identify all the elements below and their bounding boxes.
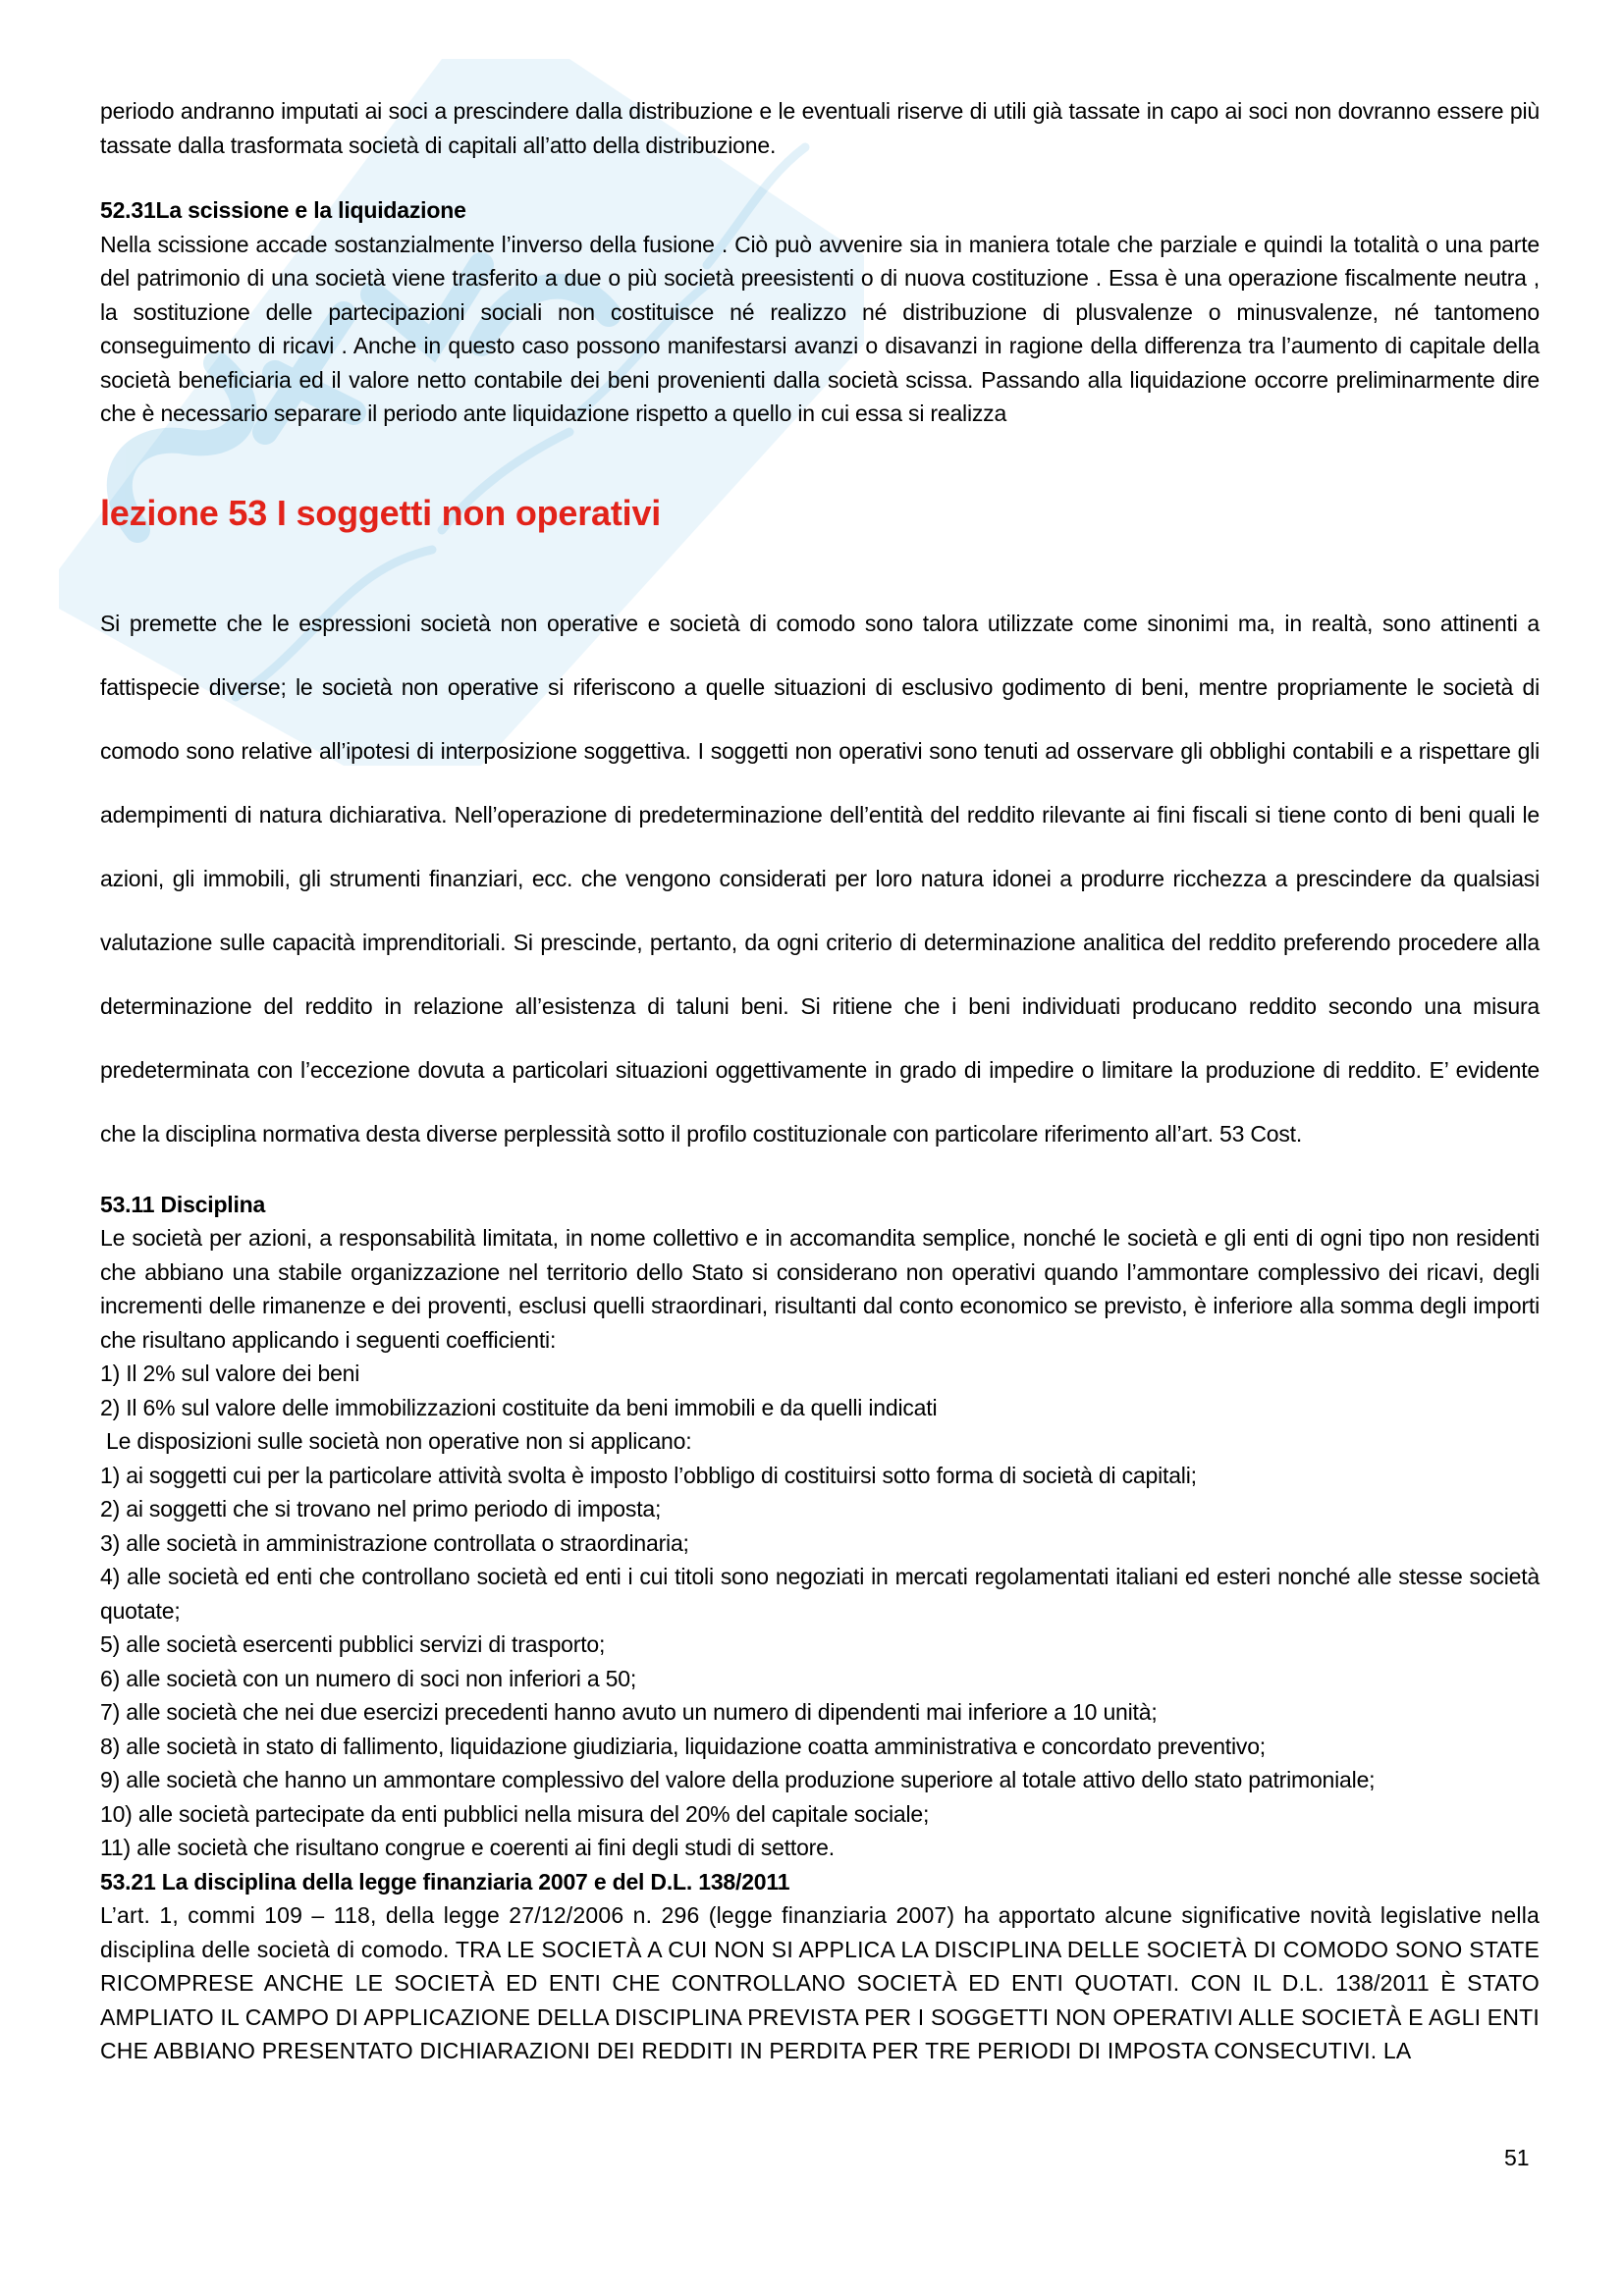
section-paragraph-53-11: Le società per azioni, a responsabilità limitata, in nome collettivo e in accomandita semplice, nonché le società e gli enti di ogni tipo non residenti che abbiano una stabile organizzazione nel territorio dello Stato si considerano non operativi quando l’ammontare complessivo dei ricavi, degli incrementi delle rimanenze e dei proventi, esclusi quelli straordinari, risultanti dal conto economico se previsto, è inferiore alla somma degli importi che risultano applicando i seguenti coefficienti: <box>100 1225 1540 1353</box>
list-item: 2) Il 6% sul valore delle immobilizzazioni costituite da beni immobili e da quelli indicati <box>100 1394 938 1420</box>
exclusions-list <box>100 1459 1540 1865</box>
list-item: 6) alle società con un numero di soci non inferiori a 50; <box>100 1665 637 1691</box>
section-title-53-11: 53.11 Disciplina <box>100 1191 266 1217</box>
list-item: 4) alle società ed enti che controllano società ed enti i cui titoli sono negoziati in mercati regolamentati italiani ed esteri nonché alle stesse società quotate; <box>100 1564 1540 1624</box>
list-item: 8) alle società in stato di fallimento, liquidazione giudiziaria, liquidazione coatta amministrativa e concordato preventivo; <box>100 1733 1266 1759</box>
list-item: 5) alle società esercenti pubblici servizi di trasporto; <box>100 1631 606 1657</box>
page-number: 51 <box>1504 2145 1530 2170</box>
list-item: 11) alle società che risultano congrue e coerenti ai fini degli studi di settore. <box>100 1835 835 1860</box>
section-title-53-21: 53.21 La disciplina della legge finanziaria 2007 e del D.L. 138/2011 <box>100 1868 790 1895</box>
list-item: 1) ai soggetti cui per la particolare attività svolta è imposto l’obbligo di costituirsi sotto forma di società di capitali; <box>100 1462 1197 1488</box>
list-item: 10) alle società partecipate da enti pubblici nella misura del 20% del capitale sociale; <box>100 1800 930 1827</box>
list-item: 1) Il 2% sul valore dei beni <box>100 1361 360 1386</box>
lesson-title: lezione 53 I soggetti non operativi <box>100 492 662 533</box>
section-paragraph-53-21: L’art. 1, commi 109 – 118, della legge 27/12/2006 n. 296 (legge finanziaria 2007) ha apportato alcune significative novità legislative nella disciplina delle società di comodo. TRA LE SOCIETÀ A CUI NON SI APPLICA LA DISCIPLINA DELLE SOCIETÀ DI COMODO SONO STATE RICOMPRESE ANCHE LE SOCIETÀ ED ENTI CHE CONTROLLANO SOCIETÀ ED ENTI QUOTATI. CON IL D.L. 138/2011 È STATO AMPLIATO IL CAMPO DI APPLICAZIONE DELLA DISCIPLINA PREVISTA PER I SOGGETTI NON OPERATIVI ALLE SOCIETÀ E AGLI ENTI CHE ABBIANO PRESENTATO DICHIARAZIONI DEI REDDITI IN PERDITA PER TRE PERIODI DI IMPOSTA CONSECUTIVI. LA <box>100 1902 1540 2063</box>
lesson-intro-paragraph: Si premette che le espressioni società non operative e società di comodo sono talora utilizzate come sinonimi ma, in realtà, sono attinenti a fattispecie diverse; le società non operative si riferiscono a quelle situazioni di esclusivo godimento di beni, mentre propriamente le società di comodo sono relative all’ipotesi di interposizione soggettiva. I soggetti non operativi sono tenuti ad osservare gli obblighi contabili e a rispettare gli adempimenti di natura dichiarativa. Nell’operazione di predeterminazione dell’entità del reddito rilevante ai fini fiscali si tiene conto di beni quali le azioni, gli immobili, gli strumenti finanziari, ecc. che vengono considerati per loro natura idonei a produrre ricchezza a prescindere da qualsiasi valutazione sulle capacità imprenditoriali. Si prescinde, pertanto, da ogni criterio di determinazione analitica del reddito preferendo procedere alla determinazione del reddito in relazione all’esistenza di taluni beni. Si ritiene che i beni individuati producano reddito secondo una misura predeterminata con l’eccezione dovuta a particolari situazioni oggettivamente in grado di impedire o limitare la produzione di reddito. E’ evidente che la disciplina normativa desta diverse perplessità sotto il profilo costituzionale con particolare riferimento all’art. 53 Cost. <box>100 610 1540 1147</box>
section-paragraph-52-31: Nella scissione accade sostanzialmente l’inverso della fusione . Ciò può avvenire sia in maniera totale che parziale e quindi la totalità o una parte del patrimonio di una società viene trasferito a due o più società preesistenti o di nuova costituzione . Essa è una operazione fiscalmente neutra , la sostituzione delle partecipazioni sociali non costituisce né realizzo né distribuzione di plusvalenze o minusvalenze, né tantomeno conseguimento di ricavi . Anche in questo caso possono manifestarsi avanzi o disavanzi in ragione della differenza tra l’aumento di capitale della società beneficiaria ed il valore netto contabile dei beni provenienti dalla società scissa. Passando alla liquidazione occorre preliminarmente dire che è necessario separare il periodo ante liquidazione rispetto a quello in cui essa si realizza <box>100 231 1540 426</box>
list-item: 9) alle società che hanno un ammontare complessivo del valore della produzione superiore al totale attivo dello stato patrimoniale; <box>100 1767 1376 1792</box>
coefficient-list <box>100 1357 1540 1424</box>
list-item: 7) alle società che nei due esercizi precedenti hanno avuto un numero di dipendenti mai inferiore a 10 unità; <box>100 1699 1158 1725</box>
list-item: 3) alle società in amministrazione controllata o straordinaria; <box>100 1529 689 1556</box>
list-item: 2) ai soggetti che si trovano nel primo periodo di imposta; <box>100 1496 662 1522</box>
exclusions-intro: Le disposizioni sulle società non operative non si applicano: <box>106 1428 692 1454</box>
intro-paragraph: periodo andranno imputati ai soci a prescindere dalla distribuzione e le eventuali riserve di utili già tassate in capo ai soci non dovranno essere più tassate dalla trasformata società di capitali all’atto della distribuzione. <box>100 98 1540 158</box>
page-content <box>100 94 1540 2068</box>
section-title-52-31: 52.31La scissione e la liquidazione <box>100 197 466 223</box>
